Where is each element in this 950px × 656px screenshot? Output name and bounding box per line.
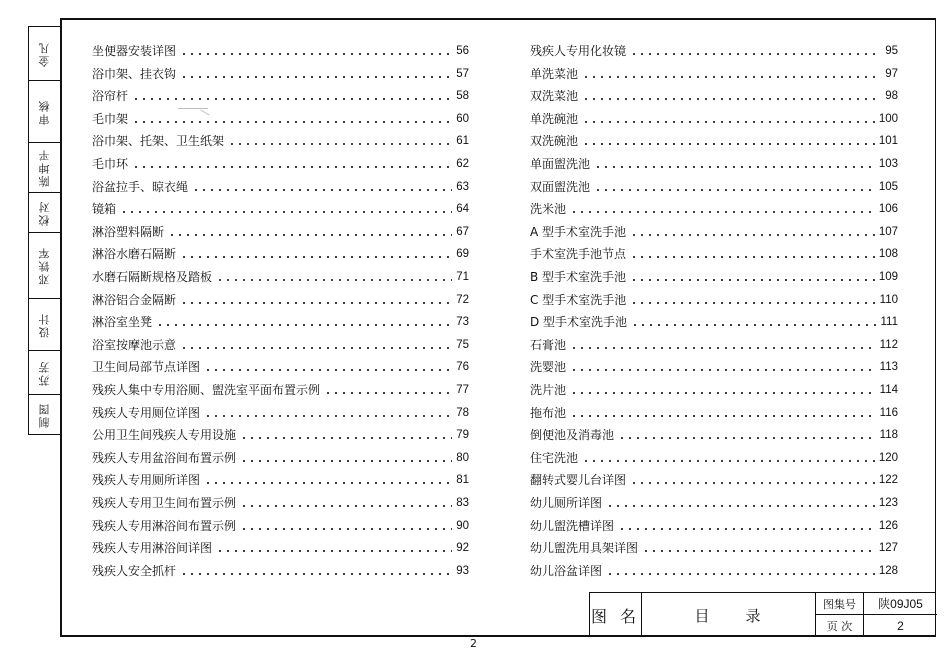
toc-dot-leader <box>204 369 452 371</box>
toc-entry <box>530 558 898 578</box>
approval-sidebar <box>28 26 61 435</box>
page-number: 2 <box>470 637 477 650</box>
toc-dot-leader <box>582 98 881 100</box>
toc-entry-title: 残疾人专用盆浴间布置示例 <box>92 450 237 465</box>
toc-entry <box>530 219 898 239</box>
toc-dot-leader <box>642 550 875 552</box>
toc-entry-page: 118 <box>879 429 898 442</box>
toc-entry-title: 残疾人集中专用浴厕、盥洗室平面布置示例 <box>92 383 321 397</box>
toc-entry-page: 109 <box>878 271 898 283</box>
toc-entry-title: 浴巾架、挂衣钩 <box>92 66 177 81</box>
sidebar-cell-3 <box>29 143 61 193</box>
toc-dot-leader <box>582 143 875 145</box>
toc-entry <box>92 106 469 126</box>
toc-entry-page: 73 <box>456 316 469 329</box>
title-block-name-value: 目 录 <box>642 593 816 637</box>
toc-entry-title: 洗婴池 <box>530 360 567 375</box>
toc-dot-leader <box>582 121 875 123</box>
title-block-name-label: 图 名 <box>590 593 642 637</box>
toc-entry <box>530 287 898 307</box>
toc-entry-page: 69 <box>456 248 469 261</box>
toc-entry-page: 116 <box>879 406 898 419</box>
toc-entry-title: 毛巾环 <box>92 157 129 171</box>
toc-dot-leader <box>570 211 875 213</box>
toc-entry-page: 113 <box>879 361 898 374</box>
toc-entry <box>92 219 469 239</box>
toc-entry-page: 56 <box>456 45 469 57</box>
toc-entry-title: 洗米池 <box>530 202 567 217</box>
toc-entry-title: 镜箱 <box>92 202 117 217</box>
toc-entry-page: 78 <box>456 406 469 419</box>
toc-entry-page: 107 <box>878 225 898 238</box>
title-block-set-label: 图集号 <box>816 593 864 615</box>
toc-entry-title: 残疾人专用淋浴间详图 <box>92 541 213 556</box>
toc-entry <box>92 38 469 58</box>
toc-entry-title: C 型手术室洗手池 <box>530 292 627 307</box>
toc-entry-page: 123 <box>878 497 898 509</box>
toc-entry-page: 112 <box>879 338 898 351</box>
sidebar-label-2: 审核 <box>38 98 51 125</box>
toc-entry-title: 公用卫生间残疾人专用设施 <box>92 428 237 443</box>
toc-dot-leader <box>216 279 452 281</box>
toc-dot-leader <box>570 415 876 417</box>
toc-entry <box>92 354 469 374</box>
sidebar-cell-5 <box>29 233 61 299</box>
toc-dot-leader <box>180 302 452 304</box>
toc-entry-page: 57 <box>456 67 469 80</box>
toc-entry-title: 残疾人专用厕所详图 <box>92 473 201 488</box>
toc-dot-leader <box>180 573 452 575</box>
sidebar-label-4: 校对 <box>38 199 51 226</box>
toc-dot-leader <box>618 437 876 439</box>
toc-entry-page: 128 <box>878 564 898 577</box>
toc-entry <box>92 332 469 352</box>
sidebar-label-5: 邓铁军 <box>38 246 51 285</box>
toc-dot-leader <box>618 528 875 530</box>
toc-dot-leader <box>606 573 875 575</box>
toc-entry-title: 单洗碗池 <box>530 111 579 126</box>
toc-entry-title: D 型手术室洗手池 <box>530 315 628 330</box>
toc-entry <box>530 151 898 171</box>
toc-entry-title: 洗片池 <box>530 383 567 397</box>
toc-entry <box>530 490 898 510</box>
toc-entry <box>530 467 898 487</box>
toc-entry-page: 61 <box>456 135 469 148</box>
toc-entry-title: 淋浴铝合金隔断 <box>92 292 177 307</box>
toc-entry-page: 62 <box>456 158 469 170</box>
toc-entry-title: 残疾人专用厕位详图 <box>92 405 201 420</box>
sidebar-cell-6 <box>29 299 61 351</box>
toc-entry-title: A 型手术室洗手池 <box>530 224 627 239</box>
toc-entry-title: 残疾人专用淋浴间布置示例 <box>92 518 237 533</box>
title-block-page-value: 2 <box>897 619 904 633</box>
sidebar-label-7: 苏芳 <box>38 359 51 386</box>
toc-entry <box>530 196 898 216</box>
toc-entry-page: 83 <box>456 497 469 509</box>
toc-entry <box>92 196 469 216</box>
toc-entry-page: 76 <box>456 361 469 374</box>
toc-entry-title: 淋浴水磨石隔断 <box>92 247 177 262</box>
toc-dot-leader <box>630 234 875 236</box>
toc-dot-leader <box>120 211 452 213</box>
toc-dot-leader <box>132 98 452 100</box>
toc-dot-leader <box>582 460 875 462</box>
toc-dot-leader <box>132 166 452 168</box>
toc-entry-page: 72 <box>456 293 469 306</box>
toc-entry <box>92 558 469 578</box>
sidebar-cell-1 <box>29 27 61 81</box>
toc-entry-title: 倒便池及消毒池 <box>530 428 615 443</box>
title-block-page-label: 页 次 <box>816 615 864 637</box>
toc-dot-leader <box>570 347 876 349</box>
toc-entry-title: 幼儿厕所详图 <box>530 496 603 510</box>
toc-entry-page: 98 <box>885 90 898 103</box>
toc-entry-page: 108 <box>878 248 898 261</box>
toc-dot-leader <box>240 505 452 507</box>
toc-entry <box>92 309 469 329</box>
toc-entry-page: 122 <box>878 474 898 487</box>
toc-entry <box>530 38 898 58</box>
toc-entry <box>530 128 898 148</box>
toc-entry-title: 石膏池 <box>530 337 567 352</box>
toc-entry-page: 77 <box>456 384 469 396</box>
toc-dot-leader <box>630 256 875 258</box>
toc-entry-title: 住宅洗池 <box>530 450 579 465</box>
toc-entry-page: 120 <box>878 451 898 464</box>
toc-entry <box>530 61 898 81</box>
toc-entry-page: 75 <box>456 338 469 351</box>
toc-dot-leader <box>570 369 876 371</box>
toc-dot-leader <box>240 528 452 530</box>
toc-dot-leader <box>594 166 875 168</box>
toc-dot-leader <box>168 234 452 236</box>
toc-dot-leader <box>630 302 875 304</box>
toc-entry-title: 毛巾架 <box>92 111 129 126</box>
toc-dot-leader <box>204 415 452 417</box>
toc-entry-title: B 型手术室洗手池 <box>530 270 627 284</box>
toc-entry <box>92 83 469 103</box>
toc-entry-page: 110 <box>879 293 898 306</box>
toc-entry-title: 浴帘杆 <box>92 89 129 104</box>
toc-dot-leader <box>630 482 875 484</box>
toc-dot-leader <box>324 392 452 394</box>
toc-entry-page: 127 <box>878 542 898 555</box>
toc-entry-page: 64 <box>456 203 469 216</box>
toc-dot-leader <box>156 324 452 326</box>
toc-entry-page: 60 <box>456 112 469 125</box>
toc-entry <box>92 128 469 148</box>
toc-dot-leader <box>240 460 452 462</box>
toc-entry <box>92 490 469 510</box>
toc-entry-page: 80 <box>456 451 469 464</box>
toc-entry-title: 双洗菜池 <box>530 89 579 104</box>
toc-entry-title: 坐便器安装详图 <box>92 44 177 58</box>
toc-entry-title: 拖布池 <box>530 405 567 420</box>
toc-entry-page: 81 <box>456 474 469 487</box>
toc-entry <box>530 445 898 465</box>
toc-entry-title: 幼儿浴盆详图 <box>530 563 603 578</box>
toc-entry-title: 幼儿盥洗用具架详图 <box>530 541 639 556</box>
toc-dot-leader <box>204 482 452 484</box>
toc-entry <box>530 309 898 329</box>
toc-entry-page: 105 <box>878 180 898 193</box>
toc-entry <box>92 467 469 487</box>
toc-dot-leader <box>630 53 881 55</box>
toc-dot-leader <box>606 505 875 507</box>
toc-dot-leader <box>228 143 452 145</box>
toc-entry-title: 水磨石隔断规格及踏板 <box>92 270 213 284</box>
toc-entry-title: 残疾人专用化妆镜 <box>530 44 627 58</box>
toc-dot-leader <box>180 256 452 258</box>
toc-entry-page: 90 <box>456 519 469 532</box>
sidebar-cell-8 <box>29 395 61 435</box>
toc-entry-page: 79 <box>456 429 469 442</box>
toc-entry-title: 残疾人专用卫生间布置示例 <box>92 496 237 510</box>
toc-entry <box>92 535 469 555</box>
sidebar-label-6: 设计 <box>38 311 51 338</box>
toc-entry <box>92 422 469 442</box>
toc-entry <box>530 400 898 420</box>
toc-entry <box>530 241 898 261</box>
toc-dot-leader <box>594 189 875 191</box>
sidebar-label-3: 陈坤平 <box>38 148 51 187</box>
toc-dot-leader <box>216 550 452 552</box>
toc-entry <box>530 174 898 194</box>
toc-entry <box>530 264 898 284</box>
toc-entry <box>530 83 898 103</box>
sidebar-cell-2 <box>29 81 61 143</box>
toc-entry <box>530 332 898 352</box>
sidebar-label-8: 制图 <box>38 401 51 428</box>
toc-entry-title: 卫生间局部节点详图 <box>92 360 201 375</box>
toc-entry-title: 双洗碗池 <box>530 134 579 149</box>
toc-dot-leader <box>180 347 452 349</box>
toc-entry-page: 101 <box>878 135 898 148</box>
toc-entry <box>92 174 469 194</box>
title-block <box>589 592 936 637</box>
toc-dot-leader <box>240 437 452 439</box>
toc-entry-title: 浴盆拉手、晾衣绳 <box>92 179 189 194</box>
toc-entry <box>92 151 469 171</box>
toc-entry-page: 126 <box>878 519 898 532</box>
toc-entry-page: 111 <box>880 316 898 329</box>
sidebar-cell-4 <box>29 193 61 233</box>
toc-entry-page: 95 <box>885 45 898 57</box>
toc-entry-title: 翻转式婴儿台详图 <box>530 473 627 488</box>
toc-dot-leader <box>180 76 452 78</box>
toc-entry <box>92 61 469 81</box>
toc-entry-page: 71 <box>456 271 469 283</box>
toc-dot-leader <box>180 53 452 55</box>
toc-entry-page: 92 <box>456 542 469 555</box>
toc-entry-page: 93 <box>456 564 469 577</box>
toc-entry <box>92 264 469 284</box>
toc-entry-page: 106 <box>878 203 898 216</box>
toc-dot-leader <box>192 189 452 191</box>
toc-entry-page: 114 <box>879 384 898 396</box>
toc-entry-title: 浴室按摩池示意 <box>92 337 177 352</box>
sidebar-label-1: 金凡 <box>38 40 51 67</box>
toc-entry-title: 残疾人安全抓杆 <box>92 563 177 578</box>
toc-entry-title: 浴巾架、托架、卫生纸架 <box>92 134 225 149</box>
toc-entry <box>530 513 898 533</box>
toc-entry-page: 97 <box>885 67 898 80</box>
title-block-set-value: 陕09J05 <box>864 593 937 615</box>
toc-entry <box>530 354 898 374</box>
toc-entry-page: 58 <box>456 90 469 103</box>
toc-entry <box>92 377 469 397</box>
toc-dot-leader <box>132 121 452 123</box>
toc-entry-title: 幼儿盥洗槽详图 <box>530 518 615 533</box>
sidebar-cell-7 <box>29 351 61 395</box>
toc-entry-page: 100 <box>878 112 898 125</box>
toc-entry-title: 淋浴室坐凳 <box>92 315 153 330</box>
toc-entry <box>530 535 898 555</box>
toc-entry <box>92 241 469 261</box>
toc-entry <box>92 513 469 533</box>
toc-entry-title: 单面盥洗池 <box>530 157 591 171</box>
toc-entry-page: 63 <box>456 180 469 193</box>
toc-entry <box>92 287 469 307</box>
toc-entry-title: 手术室洗手池节点 <box>530 247 627 262</box>
toc-dot-leader <box>582 76 881 78</box>
toc-entry-title: 双面盥洗池 <box>530 179 591 194</box>
toc-entry <box>92 445 469 465</box>
toc-entry-title: 淋浴塑料隔断 <box>92 224 165 239</box>
toc-entry-title: 单洗菜池 <box>530 66 579 81</box>
toc-dot-leader <box>631 324 876 326</box>
toc-entry-page: 67 <box>456 225 469 238</box>
toc-entry <box>530 422 898 442</box>
toc-entry-page: 103 <box>878 158 898 170</box>
toc-entry <box>530 377 898 397</box>
toc-entry <box>92 400 469 420</box>
toc-dot-leader <box>570 392 876 394</box>
toc-entry <box>530 106 898 126</box>
toc-dot-leader <box>630 279 875 281</box>
